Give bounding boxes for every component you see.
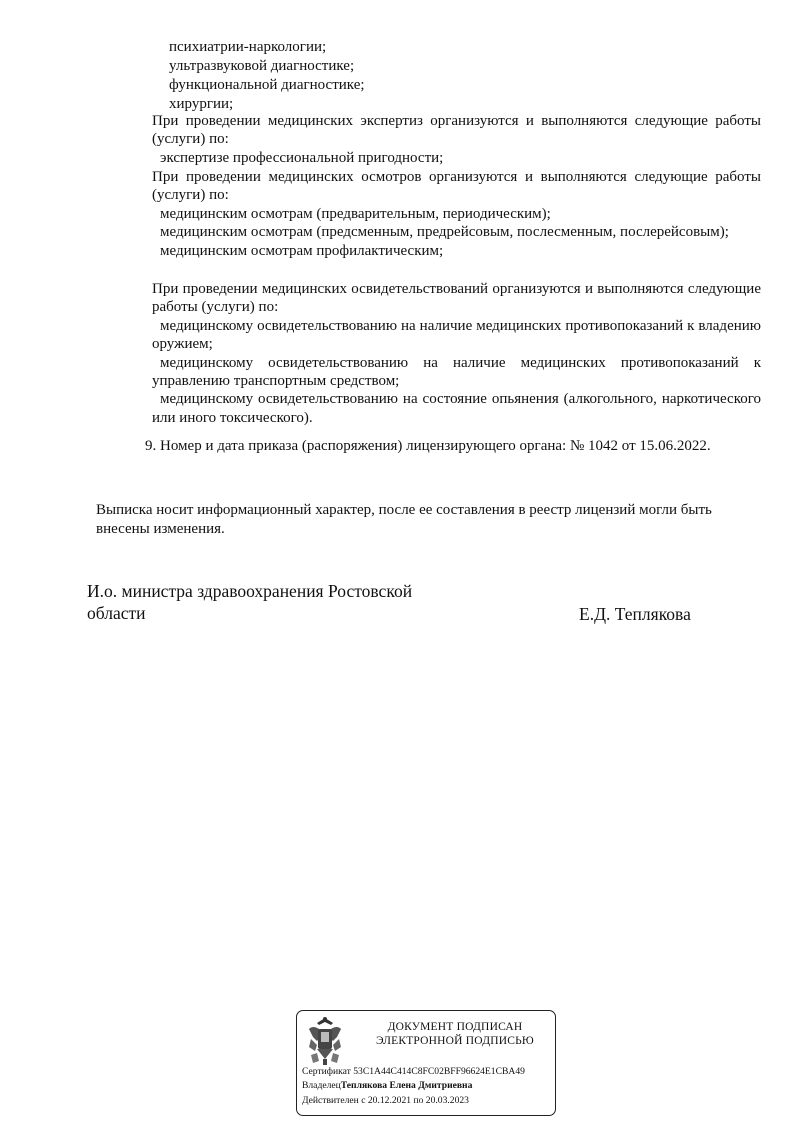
section-intro: При проведении медицинских осмотров организуются и выполняются следующие работы (услуги) по:: [152, 169, 761, 204]
list-item: функциональной диагностике;: [169, 77, 365, 93]
certificate-label: Сертификат: [302, 1066, 351, 1077]
signatory-title-line: И.о. министра здравоохранения Ростовской: [87, 581, 413, 601]
stamp-certificate: [302, 1066, 525, 1077]
stamp-header-line: ЭЛЕКТРОННОЙ ПОДПИСЬЮ: [376, 1035, 534, 1047]
list-item: медицинскому освидетельствованию на наличие медицинских противопоказаний к владению оружием;: [152, 317, 761, 353]
list-item: медицинскому освидетельствованию на состояние опьянения (алкогольного, наркотического или иного токсического).: [152, 391, 761, 426]
list-item: ультразвуковой диагностике;: [169, 58, 355, 74]
stamp-header-line: ДОКУМЕНТ ПОДПИСАН: [387, 1021, 523, 1033]
signatory-title-line: области: [87, 603, 146, 623]
owner-value: Теплякова Елена Дмитриевна: [340, 1080, 473, 1091]
list-item: медицинскому освидетельствованию на наличие медицинских противопоказаний к управлению транспортным средством;: [152, 354, 761, 390]
validity-label: Действителен с: [302, 1095, 366, 1106]
electronic-signature-stamp: [296, 1010, 556, 1116]
owner-label: Владелец: [302, 1080, 341, 1091]
stamp-owner: [302, 1080, 472, 1091]
order-number-line: 9. Номер и дата приказа (распоряжения) лицензирующего органа: № 1042 от 15.06.2022.: [145, 438, 711, 454]
stamp-header: [355, 1020, 555, 1048]
specialties-list: [169, 38, 365, 114]
list-item: медицинским осмотрам профилактическим;: [160, 242, 444, 259]
valid-from: 20.12.2021: [367, 1095, 412, 1106]
stamp-validity: [302, 1095, 469, 1106]
list-item: психиатрии-наркологии;: [169, 39, 327, 55]
disclaimer-note: Выписка носит информационный характер, после ее составления в реестр лицензий могли быть внесены изменения.: [96, 502, 712, 537]
valid-to-label: по: [413, 1095, 424, 1106]
list-item: хирургии;: [169, 96, 234, 112]
certifications-section: [152, 280, 761, 427]
exams-section: [152, 168, 761, 260]
certificate-value: 53C1A44C414C8FC02BFF96624E1CBA49: [353, 1066, 525, 1077]
signatory-name: Е.Д. Теплякова: [579, 604, 691, 624]
valid-to: 20.03.2023: [425, 1095, 469, 1106]
expertise-section: [152, 112, 761, 167]
signatory-title: [87, 580, 412, 624]
list-item: медицинским осмотрам (предварительным, периодическим);: [160, 205, 551, 222]
coat-of-arms-icon: [303, 1015, 347, 1067]
section-intro: При проведении медицинских экспертиз организуются и выполняются следующие работы (услуги) по:: [152, 113, 761, 148]
list-item: медицинским осмотрам (предсменным, предрейсовым, послесменным, послерейсовым);: [160, 224, 729, 241]
section-intro: При проведении медицинских освидетельствований организуются и выполняются следующие работы (услуги) по:: [152, 281, 761, 316]
list-item: экспертизе профессиональной пригодности;: [160, 149, 444, 166]
